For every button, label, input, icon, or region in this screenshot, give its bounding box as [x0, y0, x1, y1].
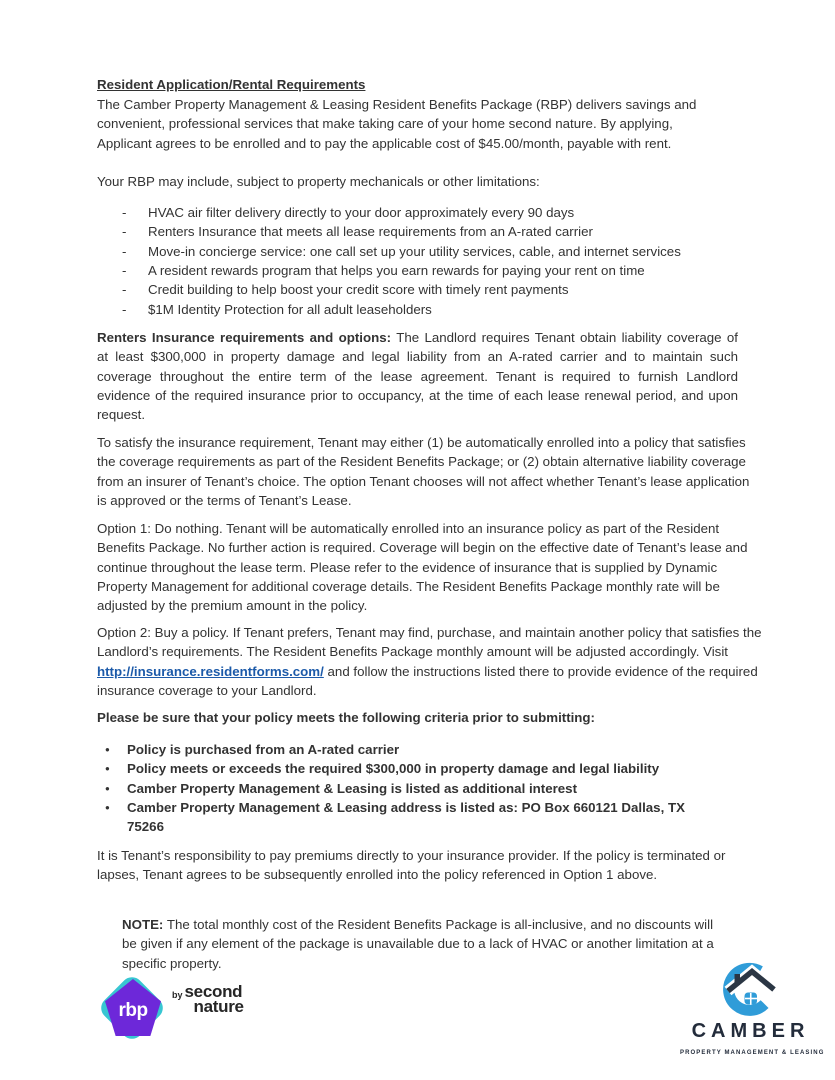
tenant-responsibility-paragraph	[97, 846, 725, 885]
text-line	[97, 798, 685, 817]
body-text: lapses, Tenant agrees to be subsequently enrolled into the policy referenced in Option 1 above.	[97, 867, 658, 883]
bold-text: Policy meets or exceeds the required $300,000 in property damage and legal liability	[127, 761, 660, 777]
bold-text: Please be sure that your policy meets the following criteria prior to submitting:	[97, 710, 595, 725]
bullet-marker: ●	[105, 802, 110, 812]
text-line	[97, 538, 747, 557]
text-line	[97, 261, 681, 280]
text-line	[97, 865, 725, 884]
body-text: The total monthly cost of the Resident Benefits Package is all-inclusive, and no discounts will	[163, 917, 714, 932]
text-line	[97, 623, 762, 642]
body-text: Option 1: Do nothing. Tenant will be automatically enrolled into an insurance policy as part of the Resident	[97, 521, 720, 536]
camber-logo	[680, 956, 825, 1066]
text-line	[97, 347, 738, 366]
text-line	[97, 405, 738, 424]
text-line	[97, 491, 749, 510]
criteria-list	[97, 740, 685, 837]
body-text: request.	[97, 407, 146, 423]
text-line	[97, 433, 749, 452]
text-line	[97, 134, 696, 153]
bold-text: Renters Insurance requirements and options:	[97, 330, 392, 345]
body-text: A resident rewards program that helps you earn rewards for paying your rent on time	[148, 262, 645, 278]
body-text: coverage throughout the entire term of the lease agreement. Tenant is required to furnish Landlord	[97, 368, 738, 384]
option2-paragraph	[97, 623, 762, 700]
dash-marker: -	[122, 262, 127, 278]
text-line	[97, 280, 681, 299]
rbp-include-intro	[97, 172, 540, 191]
body-text: It is Tenant’s responsibility to pay premiums directly to your insurance provider. If the policy is terminated or	[97, 848, 726, 863]
bullet-marker: ●	[105, 783, 110, 793]
text-line	[97, 75, 365, 94]
text-line	[97, 577, 747, 596]
body-text: convenient, professional services that make taking care of your home second nature. By applying,	[97, 116, 673, 132]
text-line	[97, 740, 685, 759]
text-line	[97, 708, 595, 727]
body-text: Benefits Package. No further action is required. Coverage will begin on the effective date of Tenant’s lease and	[97, 540, 748, 556]
rbp-icon	[100, 976, 166, 1042]
dash-marker: -	[122, 205, 127, 220]
body-text: Landlord’s requirements. The Resident Benefits Package monthly amount will be adjusted accordingly. Visit	[97, 644, 728, 660]
body-text: Credit building to help boost your credit score with timely rent payments	[148, 282, 569, 298]
rbp-wordmark: rbp	[118, 999, 148, 1021]
bullet-marker: ●	[105, 764, 110, 774]
dash-marker: -	[122, 282, 127, 298]
camber-tagline: PROPERTY MANAGEMENT & LEASING	[680, 1050, 825, 1057]
text-line	[122, 915, 714, 934]
body-text: Applicant agrees to be enrolled and to pay the applicable cost of $45.00/month, payable with rent.	[97, 135, 672, 151]
text-line	[97, 367, 738, 386]
text-line	[97, 681, 762, 700]
text-line	[97, 452, 749, 471]
text-line	[97, 662, 762, 681]
bullet-marker: ●	[105, 745, 110, 754]
body-text: Property Management for additional coverage details. The Resident Benefits Package monthly rate will be	[97, 578, 720, 594]
text-line	[97, 779, 685, 798]
body-text: specific property.	[122, 955, 222, 971]
bold-text: 75266	[127, 819, 164, 835]
second-nature-line2: nature	[193, 997, 244, 1016]
bold-text: Resident Application/Rental Requirements	[97, 77, 366, 92]
text-line	[97, 300, 681, 319]
text-line	[97, 95, 696, 114]
body-text: is approved or the terms of Tenant’s Lease.	[97, 492, 352, 508]
text-line	[97, 817, 685, 836]
body-text: HVAC air filter delivery directly to your door approximately every 90 days	[148, 205, 575, 220]
body-text: Option 2: Buy a policy. If Tenant prefers, Tenant may find, purchase, and maintain another policy that satisfies the	[97, 625, 762, 640]
text-line	[97, 642, 762, 661]
text-line	[97, 203, 681, 222]
body-text: Move-in concierge service: one call set up your utility services, cable, and internet services	[148, 243, 681, 259]
text-line	[97, 242, 681, 261]
text-line	[97, 472, 749, 491]
text-line	[97, 759, 685, 778]
insurance-options-paragraph	[97, 433, 749, 510]
body-text: adjusted by the premium amount in the policy.	[97, 598, 368, 614]
bold-text: Camber Property Management & Leasing is listed as additional interest	[127, 780, 577, 796]
body-text: continue throughout the lease term. Please refer to the evidence of insurance that is supplied by Dynamic	[97, 559, 718, 575]
dash-marker: -	[122, 243, 127, 259]
text-line	[97, 222, 681, 241]
rbp-benefits-list	[97, 203, 681, 319]
body-text: insurance coverage to your Landlord.	[97, 682, 317, 698]
body-text: To satisfy the insurance requirement, Tenant may either (1) be automatically enrolled into a policy that satisfies	[97, 435, 746, 450]
text-line	[97, 114, 696, 133]
body-text: Renters Insurance that meets all lease requirements from an A-rated carrier	[148, 224, 593, 240]
renters-insurance-paragraph	[97, 328, 738, 425]
body-text: and follow the instructions listed there to provide evidence of the required	[323, 663, 758, 679]
text-line	[97, 558, 747, 577]
body-text: be given if any element of the package is unavailable due to a lack of HVAC or another limitation at a	[122, 936, 714, 952]
criteria-intro	[97, 708, 595, 727]
body-text: evidence of the required insurance prior to occupancy, at the time of each lease renewal period, and upon	[97, 387, 738, 403]
insurance-residentforms-link[interactable]: http://insurance.residentforms.com/	[97, 663, 324, 679]
text-line	[97, 386, 738, 405]
body-text: The Camber Property Management & Leasing Resident Benefits Package (RBP) delivers savings and	[97, 97, 697, 112]
second-nature-by-label: by	[172, 990, 183, 1000]
text-line	[97, 328, 738, 347]
text-line	[97, 596, 747, 615]
camber-wordmark: CAMBER	[691, 1020, 810, 1042]
body-text: from an insurer of Tenant’s choice. The option Tenant chooses will not affect whether Tenant’s lease application	[97, 473, 750, 489]
body-text: The Landlord requires Tenant obtain liability coverage of	[391, 330, 738, 345]
intro-paragraph	[97, 95, 696, 153]
option1-paragraph	[97, 519, 747, 616]
rbp-second-nature-logo	[100, 974, 320, 1046]
second-nature-wordmark	[172, 984, 244, 1017]
doc-title	[97, 75, 365, 94]
note-paragraph	[122, 915, 714, 973]
body-text: $1M Identity Protection for all adult leaseholders	[148, 301, 432, 317]
text-line	[122, 934, 714, 953]
text-line	[122, 954, 714, 973]
text-line	[97, 519, 747, 538]
second-nature-line1: second	[184, 982, 243, 1001]
camber-house-icon	[717, 956, 781, 1020]
body-text: at least $300,000 in property damage and legal liability from an A-rated carrier and to maintain such	[97, 349, 738, 365]
dash-marker: -	[122, 301, 127, 317]
dash-marker: -	[122, 224, 127, 240]
bold-text: NOTE:	[122, 917, 164, 932]
body-text: Your RBP may include, subject to property mechanicals or other limitations:	[97, 174, 540, 189]
text-line	[97, 846, 725, 865]
bold-text: Camber Property Management & Leasing address is listed as: PO Box 660121 Dallas, TX	[127, 799, 685, 815]
body-text: the coverage requirements as part of the Resident Benefits Package; or (2) obtain alternative liability coverage	[97, 454, 746, 470]
bold-text: Policy is purchased from an A-rated carrier	[127, 742, 400, 757]
text-line	[97, 172, 540, 191]
